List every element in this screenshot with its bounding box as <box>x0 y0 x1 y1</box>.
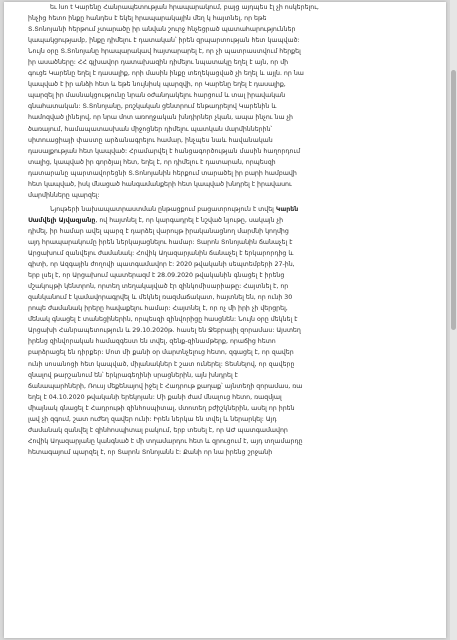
text-line: Արցախի Հանրապետություն և 29.10.2020թ. հասել են Ջեբրայիլ զորամաս: Այստեղ <box>28 327 301 335</box>
text-line: կապակցությամբ, ինքը դիմելու է դատական՝ իրեն զրպարտության հետ կապված: <box>28 37 300 45</box>
text-line: տալից, կապված իր գործյալ հետ, եղել է, որ դիմելու է դատարան, որպեսզի <box>28 158 276 166</box>
text-line: մարմինները պարզել: <box>28 191 100 199</box>
text-line: բարձրացել են դիրքեր: Մոտ մի քանի օր մարտնչելուց հետո, զգացել է, որ զավեր <box>28 349 294 357</box>
text-line: իր ասածները: ՀՀ գլխավոր դատախազին դիմելու նպատակը եղել է այն, որ մի <box>28 59 289 67</box>
text-line: պարզել իր մասնակցությունը նրան օժանդակելու հարցում և տալ իրավական <box>28 92 286 100</box>
text-line: եւ lun t Կարենը Հանրապետության հրապարակում, բայց այդպես էլ չի ոսկերելու, <box>50 4 319 11</box>
text-line: զնալով թարշանում են՝ երկրագեղինի սրացներին, այն խնդրել է <box>28 371 238 379</box>
document-body <box>28 2 432 458</box>
text-line: դասալքության հետ կապված: Հրամարվել է հանցագործության մասին հաղորդում <box>28 147 301 155</box>
text-line: Տ.Տոնոյանի հերթում չտարածը իր անվան շուրջ հնչեցրած պատահարություններ <box>28 26 296 34</box>
text-line: Արցախում զանվելու ժամանակ: Հովիկ Աղազարյանին ճանաչել է երկարորդից և <box>28 250 294 258</box>
text-line: կապված է իր անձի հետ և եթե նույնիսկ պարզվի, որ Կարենը եղել է դասալիք, <box>28 81 286 89</box>
text-line: զանկանում է կամավորագրվել և մեկնել ռազմաճակատ, հայտնել են, որ ունի 30 <box>28 294 293 302</box>
text-line: լավ չի զգում, շատ ուժեղ զավեր ունի: Իրեն ներկա են տվել և ներարկել: Այդ <box>28 415 277 423</box>
text-line: համոզված լինելով, որ նրա մոտ առողջական խնդիրներ չկան, ապա ինչու նա չի <box>28 114 294 122</box>
text-line: ճանապարհների, Ռուսյ մեքենայով իջել է Հադրութ քաղաք՝ այնտեղի զորամաս, ռա <box>28 382 303 390</box>
vertical-scrollbar[interactable] <box>450 0 457 640</box>
text-line: գիտի, որ Ազգային ժողովի պատգամավոր է: 2020 թվականի սեպտեմբերի 27-ին, <box>28 261 295 269</box>
text-line: հետ կապված, իսկ մնացած հանգամանքերի հետ կապված խնդրել է իրավասու <box>28 180 292 188</box>
text-line: ունի սոսանոցի հետ կապված, միլանակներ է շատ ուներել: Տեսնելով, որ զավերը <box>28 360 295 368</box>
document-page <box>4 2 446 638</box>
text-line: րոպե ժամանակ իրերը հավաքելու համար: Հայտնել է, որ ոչ մի իրի չի վերցրել, <box>28 305 288 313</box>
text-line: ինչից հետո ինքը հանդես է եկել հրապարակային մեղ կ հայտնել, որ եթե <box>28 15 267 23</box>
text-line: գնահատական: Տ.Տոնոյանը, բռշկական ցենտրում ենթադրելով Կարենին և <box>28 103 277 111</box>
text-line: Նյութերի նախապատրաստման ընթացքում բացատրություն է տվել Կարեն <box>50 205 299 213</box>
text-line: երբ լսել է, որ Արցախում պատերազմ է 28.09.2020 թվականին գնացել է իրենց <box>28 272 285 280</box>
text-line: մենակ գնացել է տանեցիներին, որպեսզի զինվորիցը հասցնեն: Նույն օրը մեկնել է <box>28 316 298 324</box>
text-line: միայնակ գնացել է Հադրութի զինհոսպիտալ, մտոտեղ բժիշկներին, ասել որ իրեն <box>28 404 295 412</box>
text-line: գուցե Կարենը եղել է դասալիք, որի մասին ինքը տեղեկացված չի եղել և այլն. որ նա <box>28 70 304 78</box>
paragraph-2 <box>28 204 432 458</box>
text-line: հետագայում պարզել է, որ Տարոն Տոնոյանն է: Քանի որ նա իրենց շրջանի <box>28 448 273 456</box>
text-line: եղել է 04.10.2020 թվականի երեկոյան: Մի քանի ժամ մնալուց հետո, ռազմյալ <box>28 393 282 401</box>
text-line: մշակույթի կենտրոն, որտեղ տեղակայված էր զինկոմիսարիաթը: Հայտնել է, որ <box>28 283 289 291</box>
text-line: Նույն օրը Տ.Տոնոյանը հրապարակավ հայտարարել է, որ չի պատրաստվում հերքել <box>28 48 301 56</box>
text-line: սիտուացիայի փաստը արձանագրելու համար, ինչպես նաև հավանական <box>28 136 273 144</box>
text-line: Սամվելի Այվազյանը, ով հայտնել է, որ կարգադրել է նշված նյութը, սակայն չի <box>28 216 284 224</box>
text-line: դիմել, իր համար ավել պարզ է դարձել վարույթ իրականացնող մարմնի կողմից <box>28 227 289 235</box>
text-line: ժամանակ զանվել է զինհոսպիտալ բակում, երբ տեսել է, որ ԱԺ պատգամավոր <box>28 426 288 434</box>
text-line: իրենց զինվորական համազգեստ են տվել, զենք-զինամթերք, որաճից հետո <box>28 338 276 346</box>
text-line: այդ հրապարակումը իրեն ներկայացնելու համար: Տարոն Տոնոյանին ճանաչել է <box>28 238 293 246</box>
text-line: Հովիկ Աղազարյանը կանգնած է մի տղամարդու հետ և զրուցում է, այդ տղամարդը <box>28 437 303 445</box>
scrollbar-thumb[interactable] <box>451 70 456 330</box>
text-line: ծառայում, համապատասխան միջոցներ դիմելու պատկան մարմիններին՝ <box>28 125 273 133</box>
paragraph-1 <box>28 2 432 201</box>
text-line: դատարանը պարտավորեցնի Տ.Տոնոյանին հերքում տարածել իր բարի համբավի <box>28 169 297 177</box>
